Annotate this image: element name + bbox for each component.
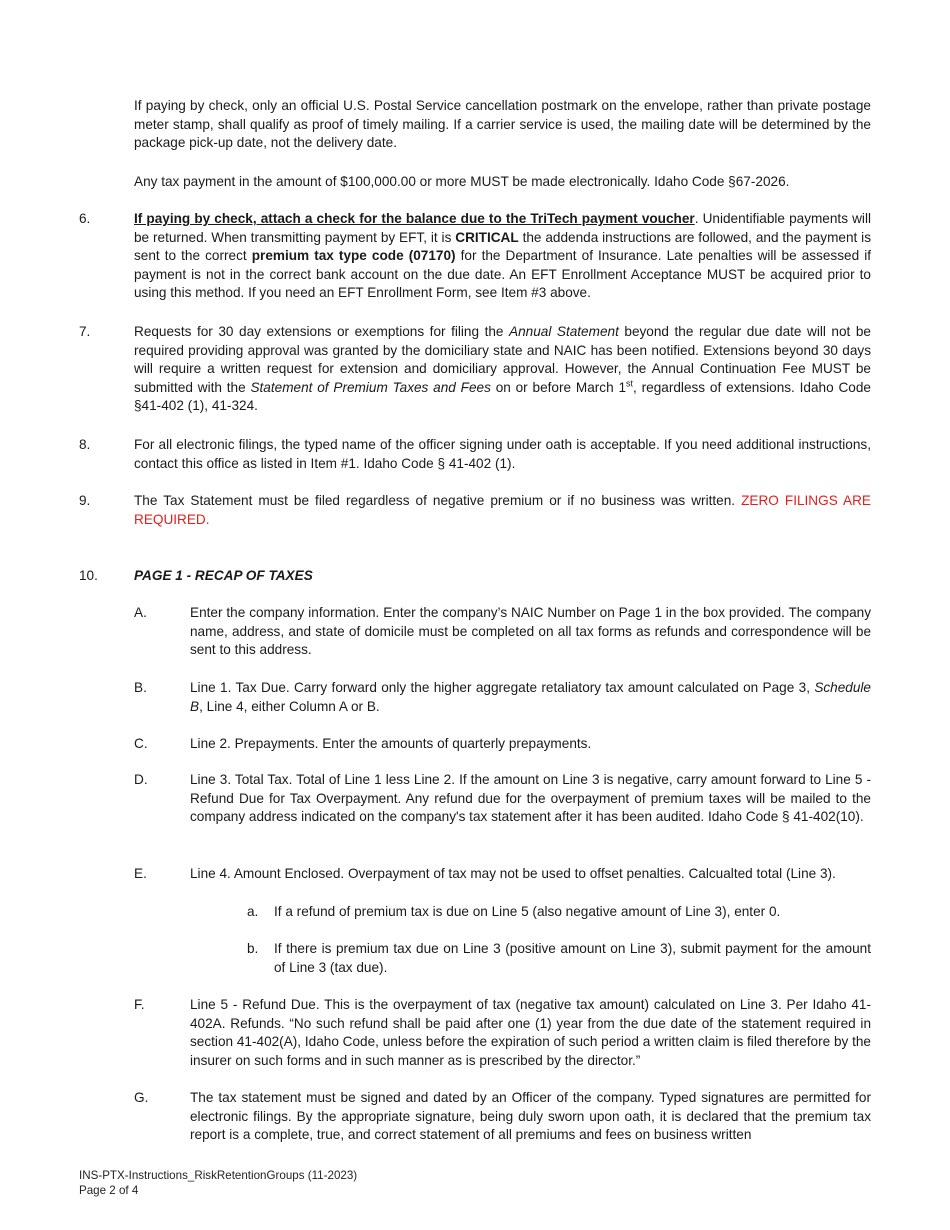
item-7-sup: st <box>626 378 634 389</box>
subitem-e-text: Line 4. Amount Enclosed. Overpayment of tax may not be used to offset penalties. Calcualted total (Line 3). <box>190 866 836 881</box>
item-7-i1: Annual Statement <box>509 324 619 339</box>
item-7-t2: beyond the regular due date will not be required providing approval was granted by the domiciliary state and NAIC has been notified. Extensions beyond 30 days will require a written request for extension and domiciliary approval. However, the Annual Continuation Fee MUST be submitted with the <box>134 324 871 395</box>
subitem-g-text: The tax statement must be signed and dated by an Officer of the company. Typed signatures are permitted for electronic filings. By the appropriate signature, being duly sworn upon oath, it is declared that the premium tax report is a complete, true, and correct statement of all premiums and fees on business written <box>190 1090 871 1143</box>
subitem-f-text: Line 5 - Refund Due. This is the overpayment of tax (negative tax amount) calculated on Line 3. Per Idaho 41-402A. Refunds. “No such refund shall be paid after one (1) year from the due date of the statement required in section 41-402(A), Idaho Code, unless before the expiration of such period a written claim is filed therefore by the insurer on such forms and in such manner as is prescribed by the director.” <box>190 997 871 1068</box>
subitem-letter-c: C. <box>134 736 148 751</box>
subitem-b-text: Line 1. Tax Due. Carry forward only the higher aggregate retaliatory tax amount calculated on Page 3, Schedule B, Line 4, either Column A or B. <box>190 680 871 714</box>
section-heading-recap-of-taxes: PAGE 1 - RECAP OF TAXES <box>134 568 313 583</box>
subitem-letter-f: F. <box>134 997 145 1012</box>
subitem-letter-e: E. <box>134 866 147 881</box>
subitem-a-text: Enter the company information. Enter the company’s NAIC Number on Page 1 in the box provided. The company name, address, and state of domicile must be completed on all tax forms as refunds and correspondence will be sent to this address. <box>190 605 871 658</box>
item-number-7: 7. <box>79 324 91 339</box>
item-number-6: 6. <box>79 211 91 226</box>
item-6-lead: If paying by check, attach a check for the balance due to the TriTech payment voucher <box>134 211 695 226</box>
item-6-b1: CRITICAL <box>455 229 519 245</box>
subitem-e-b-text: If there is premium tax due on Line 3 (positive amount on Line 3), submit payment for the amount of Line 3 (tax due). <box>274 941 871 975</box>
subitem-e-a-text: If a refund of premium tax is due on Line 5 (also negative amount of Line 3), enter 0. <box>274 904 781 919</box>
subitem-letter-a: A. <box>134 605 147 620</box>
item-8-text: For all electronic filings, the typed name of the officer signing under oath is acceptable. If you need additional instructions, contact this office as listed in Item #1. Idaho Code § 41-402 (1). <box>134 437 871 471</box>
item-6-text <box>134 210 871 303</box>
item-7-t3: on or before March 1 <box>490 379 627 395</box>
item-6-b2: premium tax type code (07170) <box>251 248 456 264</box>
item-number-9: 9. <box>79 493 91 508</box>
item-6-t1: . Unidentifiable payments will be returned. When transmitting payment by EFT, it is <box>134 211 871 245</box>
item-6-t2: the addenda instructions are followed, and the payment is sent to the correct <box>134 229 871 264</box>
zero-filings-notice: ZERO FILINGS ARE REQUIRED. <box>134 493 871 527</box>
subitem-e-letter-a: a. <box>247 904 259 919</box>
item-7-i2: Statement of Premium Taxes and Fees <box>250 379 491 395</box>
subitem-d-text: Line 3. Total Tax. Total of Line 1 less Line 2. If the amount on Line 3 is negative, carry amount forward to Line 5 - Refund Due for Tax Overpayment. Any refund due for the overpayment of premium taxes will be mailed to the company address indicated on the company's tax statement after it has been audited. Idaho Code § 41-402(10). <box>190 772 871 825</box>
subitem-letter-d: D. <box>134 772 148 787</box>
check-postmark-paragraph: If paying by check, only an official U.S. Postal Service cancellation postmark on the envelope, rather than private postage meter stamp, shall qualify as proof of timely mailing. If a carrier service is used, the mailing date will be determined by the package pick-up date, not the delivery date. <box>134 98 871 151</box>
item-7-t1: Requests for 30 day extensions or exemptions for filing the <box>134 324 510 339</box>
schedule-b-ref: Schedule B <box>190 680 871 714</box>
electronic-payment-paragraph: Any tax payment in the amount of $100,000.00 or more MUST be made electronically. Idaho Code §67-2026. <box>134 174 790 189</box>
item-9-t: The Tax Statement must be filed regardless of negative premium or if no business was written. <box>134 493 742 508</box>
item-9-text <box>134 492 871 529</box>
subitem-letter-b: B. <box>134 680 147 695</box>
page-footer <box>79 1168 357 1198</box>
subitem-letter-g: G. <box>134 1090 149 1105</box>
item-7-text <box>134 323 871 416</box>
item-number-10: 10. <box>79 568 98 583</box>
item-number-8: 8. <box>79 437 91 452</box>
page-number: Page 2 of 4 <box>79 1184 139 1197</box>
subitem-c-text: Line 2. Prepayments. Enter the amounts of quarterly prepayments. <box>190 736 592 751</box>
form-id: INS-PTX-Instructions_RiskRetentionGroups (11-2023) <box>79 1169 358 1182</box>
subitem-e-letter-b: b. <box>247 941 259 956</box>
item-7-t4: , regardless of extensions. Idaho Code §41-402 (1), 41-324. <box>134 379 871 414</box>
item-6-t3: for the Department of Insurance. Late penalties will be assessed if payment is not in the correct bank account on the due date. An EFT Enrollment Acceptance MUST be acquired prior to using this method. If you need an EFT Enrollment Form, see Item #3 above. <box>134 248 871 301</box>
